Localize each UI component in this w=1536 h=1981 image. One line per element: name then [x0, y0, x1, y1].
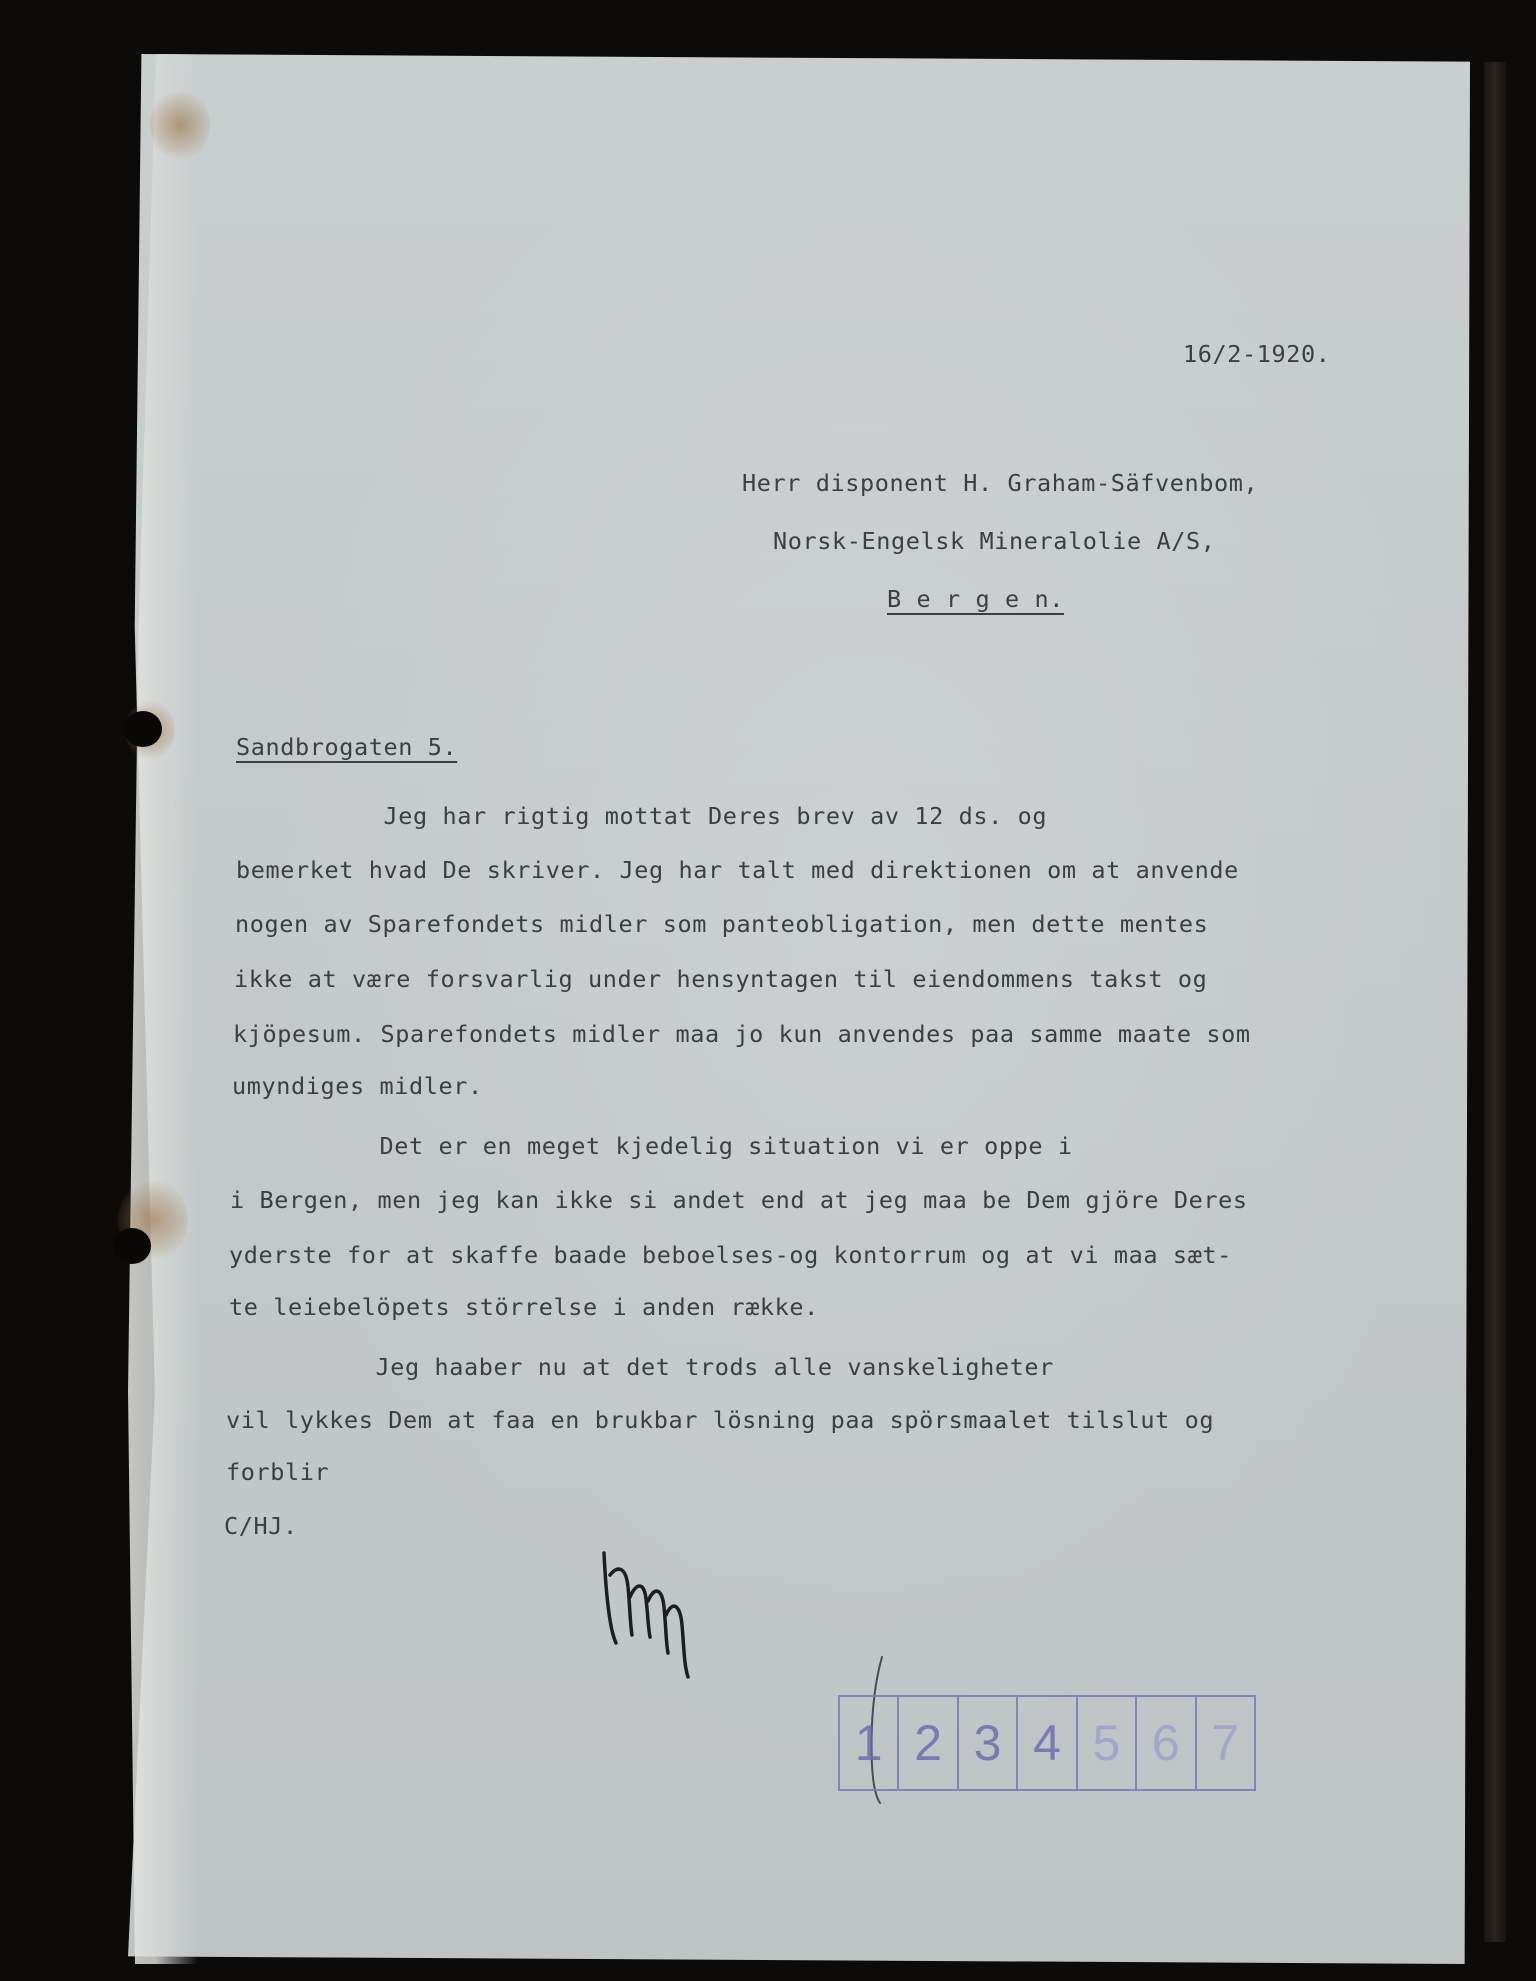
- body-line: te leiebelöpets störrelse i anden række.: [229, 1293, 819, 1321]
- body-line: nogen av Sparefondets midler som panteobligation, men dette mentes: [235, 910, 1209, 938]
- stamp-number: 1: [840, 1697, 899, 1789]
- recipient-company: Norsk-Engelsk Mineralolie A/S,: [773, 527, 1216, 555]
- body-line: Det er en meget kjedelig situation vi er oppe i: [232, 1132, 1073, 1160]
- body-line: yderste for at skaffe baade beboelses-og kontorrum og at vi maa sæt-: [229, 1241, 1232, 1269]
- body-line: Jeg har rigtig mottat Deres brev av 12 ds. og: [236, 802, 1048, 830]
- body-line: Jeg haaber nu at det trods alle vanskeligheter: [228, 1353, 1054, 1381]
- stamp-number: 5: [1078, 1697, 1137, 1789]
- handwritten-signature: [596, 1535, 706, 1685]
- punch-hole: [113, 1228, 151, 1264]
- body-line: kjöpesum. Sparefondets midler maa jo kun anvendes paa samme maate som: [233, 1020, 1251, 1048]
- body-line: umyndiges midler.: [232, 1072, 483, 1100]
- body-line: i Bergen, men jeg kan ikke si andet end at jeg maa be Dem gjöre Deres: [230, 1186, 1248, 1214]
- body-line: vil lykkes Dem at faa en brukbar lösning paa spörsmaalet tilslut og: [226, 1406, 1215, 1434]
- sender-initials: C/HJ.: [224, 1512, 298, 1540]
- stamp-number: 2: [899, 1697, 958, 1789]
- number-stamp: [838, 1695, 1256, 1791]
- recipient-city: B e r g e n.: [887, 585, 1064, 613]
- body-line: bemerket hvad De skriver. Jeg har talt med direktionen om at anvende: [236, 856, 1239, 884]
- rust-stain: [150, 90, 210, 160]
- punch-hole: [124, 711, 162, 747]
- stamp-number: 4: [1018, 1697, 1077, 1789]
- stamp-number: 3: [959, 1697, 1018, 1789]
- body-line: forblir: [226, 1458, 330, 1486]
- stamp-number: 6: [1137, 1697, 1196, 1789]
- stamp-number: 7: [1211, 1715, 1240, 1771]
- letter-date: 16/2-1920.: [1183, 340, 1331, 368]
- binding-edge: [1484, 62, 1506, 1942]
- recipient-name: Herr disponent H. Graham-Säfvenbom,: [742, 469, 1259, 497]
- body-line: ikke at være forsvarlig under hensyntagen til eiendommens takst og: [234, 965, 1208, 993]
- letter-subject: Sandbrogaten 5.: [236, 733, 458, 761]
